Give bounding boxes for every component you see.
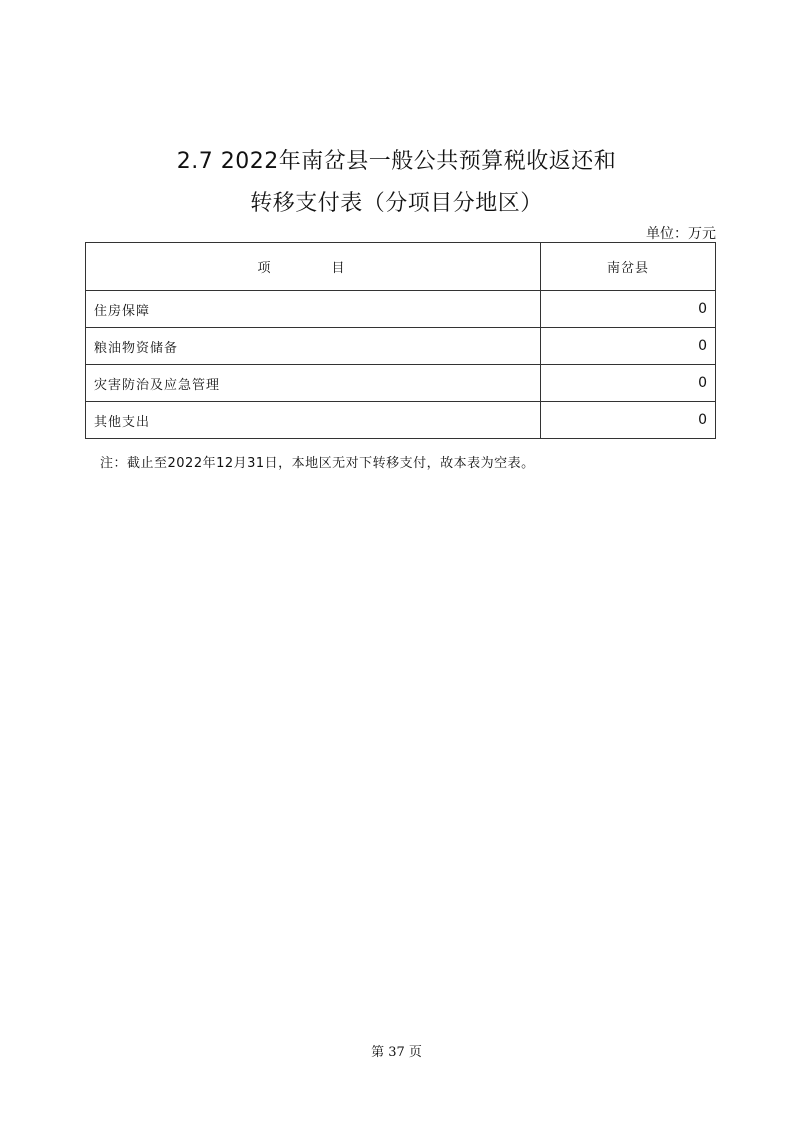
header-region: 南岔县 bbox=[541, 243, 716, 291]
budget-table bbox=[85, 242, 716, 439]
table-row bbox=[86, 328, 716, 365]
row-item-value: 0 bbox=[541, 365, 716, 402]
row-item-value: 0 bbox=[541, 291, 716, 328]
table-row bbox=[86, 365, 716, 402]
row-item-value: 0 bbox=[541, 402, 716, 439]
table-row bbox=[86, 402, 716, 439]
page-number: 第 37 页 bbox=[371, 1045, 422, 1060]
table-row bbox=[86, 291, 716, 328]
row-item-value: 0 bbox=[541, 328, 716, 365]
page-title-line-1: 2.7 2022年南岔县一般公共预算税收返还和 bbox=[176, 149, 617, 174]
page-title-line-2: 转移支付表（分项目分地区） bbox=[250, 191, 543, 216]
unit-label: 单位：万元 bbox=[646, 226, 716, 242]
row-item-name: 灾害防治及应急管理 bbox=[86, 365, 541, 402]
row-item-name: 住房保障 bbox=[86, 291, 541, 328]
table-note: 注：截止至2022年12月31日，本地区无对下转移支付，故本表为空表。 bbox=[100, 456, 535, 471]
row-item-name: 其他支出 bbox=[86, 402, 541, 439]
header-item: 项 目 bbox=[86, 243, 541, 291]
row-item-name: 粮油物资储备 bbox=[86, 328, 541, 365]
table-header-row bbox=[86, 243, 716, 291]
